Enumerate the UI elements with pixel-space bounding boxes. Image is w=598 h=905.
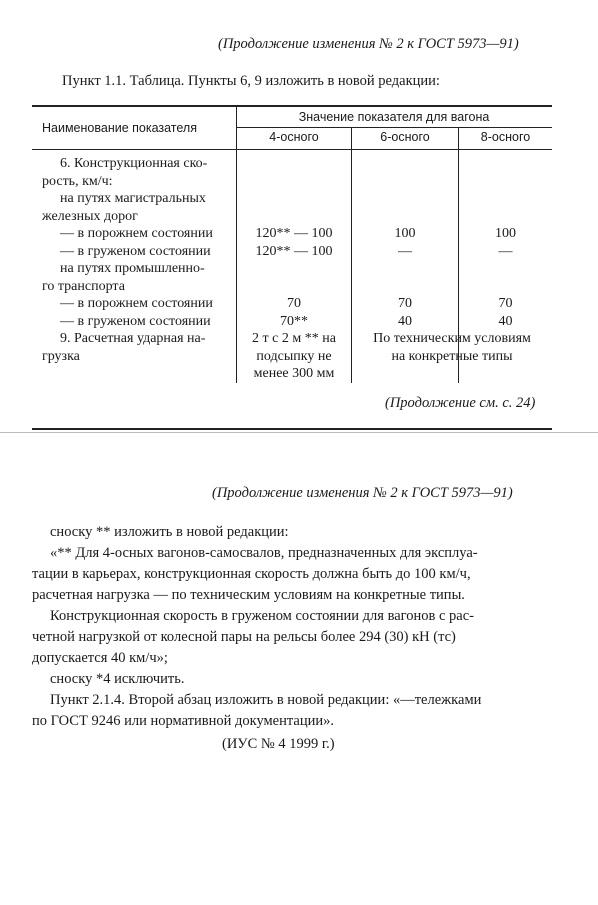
page2-line: расчетная нагрузка — по техническим условиям на конкретные типы. <box>32 587 465 603</box>
table-row-label: грузка <box>42 348 80 364</box>
table-bottom-rule <box>32 428 552 430</box>
table-cell-4: 70** <box>280 313 308 329</box>
page2-line: «** Для 4-осных вагонов-самосвалов, предназначенных для эксплуа- <box>50 545 478 561</box>
table-cell-8: — <box>498 243 513 259</box>
table-row-label: го транспорта <box>42 278 125 294</box>
table-row-label: на путях магистральных <box>60 191 206 206</box>
table-cell-6: 40 <box>398 313 412 329</box>
page2-line: четной нагрузкой от колесной пары на рельсы более 294 (30) кН (тс) <box>32 629 456 645</box>
table-top-rule <box>32 105 552 107</box>
table-cell-6: 70 <box>398 296 412 311</box>
table-cell-6: — <box>398 243 412 259</box>
table-cell-8: 70 <box>498 296 513 311</box>
table-row-label: железных дорог <box>42 208 138 224</box>
page2-line: сноску *4 исключить. <box>50 671 185 687</box>
table-cell-8: 100 <box>495 226 516 241</box>
page-separator <box>0 432 598 433</box>
table-cell-4: подсыпку не <box>256 348 332 364</box>
page2-line: по ГОСТ 9246 или нормативной документации». <box>32 713 334 729</box>
page2-line: допускается 40 км/ч»; <box>32 650 168 666</box>
table-cell-6-8-span: на конкретные типы <box>391 348 513 364</box>
table-cell-4: 120** — 100 <box>255 243 333 259</box>
table-cell-4: 2 т с 2 м ** на <box>252 331 336 346</box>
table-cell-4: 120** — 100 <box>255 226 333 241</box>
page2-closing: (ИУС № 4 1999 г.) <box>222 736 335 752</box>
table-row-label: 6. Конструкционная ско- <box>60 156 208 171</box>
table-value-header-rule <box>236 127 552 128</box>
table-row-label: — в порожнем состоянии <box>60 296 213 311</box>
table-subcol-8: 8-осного <box>480 130 531 144</box>
table-header-rule <box>32 149 552 150</box>
table-row-label: — в порожнем состоянии <box>60 226 213 241</box>
page2-line: Пункт 2.1.4. Второй абзац изложить в новой редакции: «—тележками <box>50 692 482 708</box>
table-row-label: — в груженом состоянии <box>60 313 211 329</box>
table-cell-6: 100 <box>394 226 416 241</box>
table-cell-8: 40 <box>498 313 513 329</box>
table-subcol-6: 6-осного <box>380 130 430 144</box>
page2-header: (Продолжение изменения № 2 к ГОСТ 5973—91) <box>212 485 513 501</box>
page2-line: сноску ** изложить в новой редакции: <box>50 524 289 540</box>
page1-footer: (Продолжение см. с. 24) <box>385 395 536 411</box>
page2-line: тации в карьерах, конструкционная скорость должна быть до 100 км/ч, <box>32 566 471 582</box>
page2-line: Конструкционная скорость в груженом состоянии для вагонов с рас- <box>50 608 474 624</box>
table-row-label: — в груженом состоянии <box>60 243 211 259</box>
table-cell-4: 70 <box>287 296 301 311</box>
table-row-label: на путях промышленно- <box>60 261 205 276</box>
table-col-value-header: Значение показателя для вагона <box>298 110 490 124</box>
page1-header: (Продолжение изменения № 2 к ГОСТ 5973—91) <box>218 36 519 52</box>
page1-intro: Пункт 1.1. Таблица. Пункты 6, 9 изложить в новой редакции: <box>62 73 440 89</box>
table-cell-4: менее 300 мм <box>253 366 335 381</box>
table-cell-6-8-span: По техническим условиям <box>373 331 531 346</box>
table-row-label: 9. Расчетная ударная на- <box>60 331 206 346</box>
table-row-label: рость, км/ч: <box>42 173 113 189</box>
table-subcol-4: 4-осного <box>269 130 319 144</box>
table-col-name-header: Наименование показателя <box>42 121 197 135</box>
